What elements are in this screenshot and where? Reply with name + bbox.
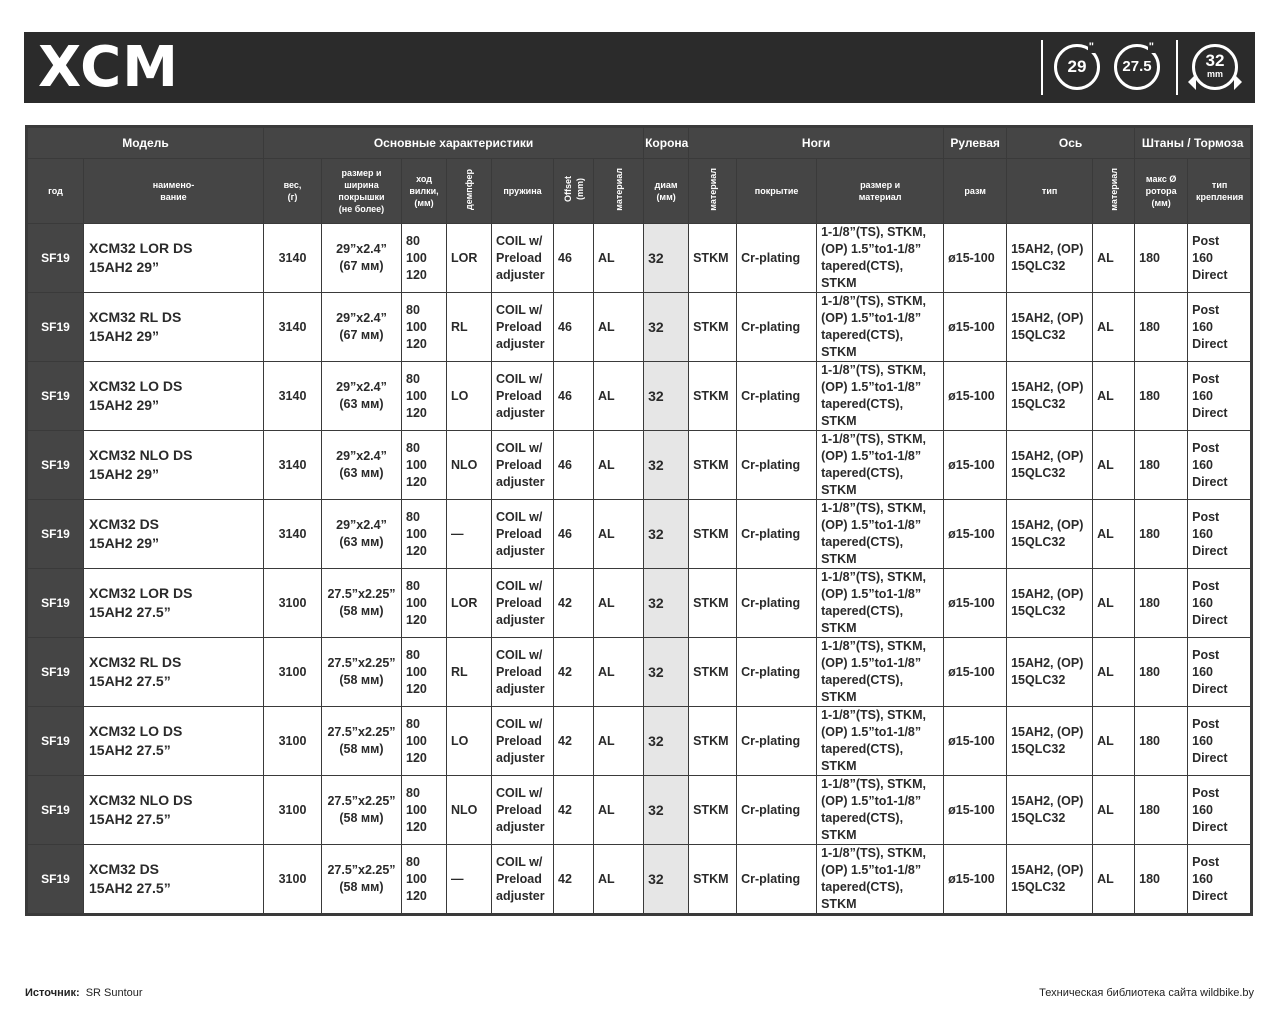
table-cell: ø15-100 <box>944 362 1007 431</box>
table-cell: 15AH2, (OP) 15QLC32 <box>1007 569 1093 638</box>
table-cell: 80 100 120 <box>402 638 447 707</box>
table-row <box>27 776 1252 845</box>
table-cell: AL <box>594 224 644 293</box>
table-cell: 46 <box>554 224 594 293</box>
table-cell: 15AH2, (OP) 15QLC32 <box>1007 293 1093 362</box>
year-cell: SF19 <box>27 776 84 845</box>
table-cell: ø15-100 <box>944 776 1007 845</box>
table-cell: LO <box>447 362 492 431</box>
table-cell: Post 160 Direct <box>1188 845 1252 915</box>
table-cell: Cr-plating <box>737 293 817 362</box>
wheel-27-5-label: 27.5 <box>1122 58 1152 75</box>
column-header <box>554 159 594 224</box>
table-cell: 15AH2, (OP) 15QLC32 <box>1007 776 1093 845</box>
table-cell: AL <box>1093 569 1135 638</box>
title-banner <box>24 32 1255 103</box>
table-cell: AL <box>1093 224 1135 293</box>
year-cell: SF19 <box>27 431 84 500</box>
year-cell: SF19 <box>27 569 84 638</box>
table-cell: Post 160 Direct <box>1188 500 1252 569</box>
table-cell: NLO <box>447 776 492 845</box>
table-row <box>27 845 1252 915</box>
table-cell: 80 100 120 <box>402 500 447 569</box>
column-header <box>1007 159 1093 224</box>
table-cell: 180 <box>1135 776 1188 845</box>
table-cell: ø15-100 <box>944 707 1007 776</box>
table-row <box>27 224 1252 293</box>
table-cell: 180 <box>1135 500 1188 569</box>
column-header <box>492 159 554 224</box>
table-cell: 32 <box>644 569 689 638</box>
group-header: Корона <box>644 127 689 159</box>
wheel-29-badge-icon <box>1054 41 1100 90</box>
table-cell: LOR <box>447 569 492 638</box>
year-cell: SF19 <box>27 707 84 776</box>
site-credit: Техническая библиотека сайта wildbike.by <box>1039 987 1254 999</box>
table-cell: 80 100 120 <box>402 293 447 362</box>
model-name-cell: XCM32 NLO DS 15AH2 27.5” <box>84 776 264 845</box>
column-header-label: год <box>48 186 63 196</box>
table-cell: 3140 <box>264 224 322 293</box>
column-header-label: разм <box>964 186 986 196</box>
table-cell: 3140 <box>264 362 322 431</box>
column-header <box>944 159 1007 224</box>
table-cell: AL <box>1093 707 1135 776</box>
table-cell: 3140 <box>264 431 322 500</box>
table-cell: 15AH2, (OP) 15QLC32 <box>1007 362 1093 431</box>
table-cell: COIL w/ Preload adjuster <box>492 431 554 500</box>
wheel-29-label: 29 <box>1067 57 1087 76</box>
column-header <box>594 159 644 224</box>
source-note <box>25 987 143 999</box>
banner-divider <box>1041 40 1043 95</box>
column-header <box>689 159 737 224</box>
table-cell: 180 <box>1135 569 1188 638</box>
table-cell: 3100 <box>264 707 322 776</box>
table-cell: Post 160 Direct <box>1188 569 1252 638</box>
table-row <box>27 293 1252 362</box>
table-cell: STKM <box>689 362 737 431</box>
column-header-label: материал <box>613 168 624 211</box>
table-cell: AL <box>1093 776 1135 845</box>
table-cell: AL <box>594 776 644 845</box>
table-cell: 32 <box>644 776 689 845</box>
table-cell: Cr-plating <box>737 431 817 500</box>
table-cell: 1-1/8”(TS), STKM, (OP) 1.5”to1-1/8” tapered(CTS), STKM <box>817 224 944 293</box>
table-cell: 3100 <box>264 638 322 707</box>
table-cell: RL <box>447 293 492 362</box>
column-header-label: наимено- вание <box>152 180 195 202</box>
table-cell: COIL w/ Preload adjuster <box>492 638 554 707</box>
arrow-right-icon <box>1234 74 1242 90</box>
group-header: Ноги <box>689 127 944 159</box>
table-cell: 29”x2.4” (67 мм) <box>322 293 402 362</box>
table-cell: 15AH2, (OP) 15QLC32 <box>1007 638 1093 707</box>
table-cell: 1-1/8”(TS), STKM, (OP) 1.5”to1-1/8” tapered(CTS), STKM <box>817 776 944 845</box>
table-cell: 80 100 120 <box>402 362 447 431</box>
column-header <box>644 159 689 224</box>
table-cell: AL <box>1093 845 1135 915</box>
table-cell: Post 160 Direct <box>1188 224 1252 293</box>
table-cell: 27.5”x2.25” (58 мм) <box>322 707 402 776</box>
table-cell: 15AH2, (OP) 15QLC32 <box>1007 500 1093 569</box>
column-header-label: пружина <box>503 186 542 196</box>
model-name-cell: XCM32 DS 15AH2 27.5” <box>84 845 264 915</box>
table-cell: Post 160 Direct <box>1188 776 1252 845</box>
table-cell: — <box>447 845 492 915</box>
table-cell: STKM <box>689 224 737 293</box>
column-header-label: тип крепления <box>1195 180 1244 202</box>
model-name-cell: XCM32 NLO DS 15AH2 29” <box>84 431 264 500</box>
table-cell: 27.5”x2.25” (58 мм) <box>322 845 402 915</box>
table-cell: 80 100 120 <box>402 707 447 776</box>
table-cell: 46 <box>554 362 594 431</box>
model-name-cell: XCM32 LO DS 15AH2 29” <box>84 362 264 431</box>
table-cell: 80 100 120 <box>402 224 447 293</box>
column-header-label: демпфер <box>464 169 474 210</box>
column-header <box>27 159 84 224</box>
spec-table-body <box>27 224 1252 915</box>
table-cell: 32 <box>644 638 689 707</box>
table-cell: 32 <box>644 707 689 776</box>
table-cell: 32 <box>644 362 689 431</box>
table-cell: 180 <box>1135 293 1188 362</box>
table-cell: STKM <box>689 431 737 500</box>
table-cell: 1-1/8”(TS), STKM, (OP) 1.5”to1-1/8” tapered(CTS), STKM <box>817 431 944 500</box>
table-cell: Cr-plating <box>737 707 817 776</box>
source-value: SR Suntour <box>85 987 143 999</box>
table-cell: 1-1/8”(TS), STKM, (OP) 1.5”to1-1/8” tapered(CTS), STKM <box>817 638 944 707</box>
table-cell: 42 <box>554 845 594 915</box>
table-cell: 1-1/8”(TS), STKM, (OP) 1.5”to1-1/8” tapered(CTS), STKM <box>817 569 944 638</box>
table-cell: 32 <box>644 845 689 915</box>
table-cell: STKM <box>689 845 737 915</box>
table-row <box>27 362 1252 431</box>
table-cell: ø15-100 <box>944 224 1007 293</box>
table-cell: AL <box>594 569 644 638</box>
table-cell: Post 160 Direct <box>1188 707 1252 776</box>
table-cell: 180 <box>1135 362 1188 431</box>
table-cell: 42 <box>554 776 594 845</box>
group-header: Основные характеристики <box>264 127 644 159</box>
column-header <box>1093 159 1135 224</box>
table-cell: NLO <box>447 431 492 500</box>
table-cell: ø15-100 <box>944 500 1007 569</box>
column-header <box>322 159 402 224</box>
table-cell: AL <box>594 638 644 707</box>
table-cell: 42 <box>554 638 594 707</box>
table-cell: STKM <box>689 776 737 845</box>
year-cell: SF19 <box>27 845 84 915</box>
group-header: Модель <box>27 127 264 159</box>
source-label: Источник: <box>25 987 80 999</box>
table-cell: 3100 <box>264 569 322 638</box>
table-cell: Post 160 Direct <box>1188 431 1252 500</box>
table-cell: STKM <box>689 293 737 362</box>
table-cell: Post 160 Direct <box>1188 638 1252 707</box>
column-header-label: размер и ширина покрышки (не более) <box>338 168 385 214</box>
model-name-cell: XCM32 DS 15AH2 29” <box>84 500 264 569</box>
table-cell: 80 100 120 <box>402 569 447 638</box>
table-cell: Cr-plating <box>737 638 817 707</box>
table-cell: Cr-plating <box>737 362 817 431</box>
column-header-label: тип <box>1041 186 1058 196</box>
column-header <box>402 159 447 224</box>
table-cell: AL <box>594 362 644 431</box>
stanchion-32mm-badge-icon <box>1192 44 1238 90</box>
table-row <box>27 569 1252 638</box>
stanchion-size-label: 32 <box>1205 51 1225 70</box>
table-cell: 180 <box>1135 707 1188 776</box>
table-cell: LO <box>447 707 492 776</box>
table-cell: 32 <box>644 293 689 362</box>
table-cell: AL <box>594 707 644 776</box>
table-cell: 180 <box>1135 431 1188 500</box>
table-cell: 27.5”x2.25” (58 мм) <box>322 569 402 638</box>
table-cell: LOR <box>447 224 492 293</box>
table-cell: AL <box>1093 638 1135 707</box>
column-header-label: размер и материал <box>858 180 902 202</box>
table-cell: 29”x2.4” (63 мм) <box>322 431 402 500</box>
spec-table <box>25 125 1253 916</box>
inch-mark: " <box>1088 41 1094 53</box>
column-header-label: Offset (mm) <box>562 176 585 203</box>
table-cell: COIL w/ Preload adjuster <box>492 707 554 776</box>
table-cell: STKM <box>689 707 737 776</box>
table-cell: ø15-100 <box>944 293 1007 362</box>
arrow-left-icon <box>1188 74 1196 90</box>
table-cell: 42 <box>554 569 594 638</box>
table-cell: COIL w/ Preload adjuster <box>492 293 554 362</box>
table-cell: 27.5”x2.25” (58 мм) <box>322 638 402 707</box>
column-header <box>1135 159 1188 224</box>
table-cell: 15AH2, (OP) 15QLC32 <box>1007 707 1093 776</box>
table-cell: 1-1/8”(TS), STKM, (OP) 1.5”to1-1/8” tapered(CTS), STKM <box>817 845 944 915</box>
table-cell: STKM <box>689 638 737 707</box>
model-name-cell: XCM32 RL DS 15AH2 27.5” <box>84 638 264 707</box>
table-cell: 1-1/8”(TS), STKM, (OP) 1.5”to1-1/8” tapered(CTS), STKM <box>817 500 944 569</box>
column-header-label: покрытие <box>754 186 799 196</box>
table-cell: 32 <box>644 500 689 569</box>
column-header <box>1188 159 1252 224</box>
table-cell: COIL w/ Preload adjuster <box>492 224 554 293</box>
table-cell: COIL w/ Preload adjuster <box>492 362 554 431</box>
table-cell: Cr-plating <box>737 776 817 845</box>
table-row <box>27 707 1252 776</box>
table-cell: 3140 <box>264 500 322 569</box>
column-header-label: материал <box>1108 168 1119 211</box>
table-cell: 29”x2.4” (63 мм) <box>322 362 402 431</box>
year-cell: SF19 <box>27 500 84 569</box>
table-cell: 1-1/8”(TS), STKM, (OP) 1.5”to1-1/8” tapered(CTS), STKM <box>817 707 944 776</box>
table-cell: 15AH2, (OP) 15QLC32 <box>1007 224 1093 293</box>
table-cell: ø15-100 <box>944 569 1007 638</box>
table-cell: Cr-plating <box>737 845 817 915</box>
inch-mark: " <box>1148 41 1154 53</box>
table-cell: STKM <box>689 500 737 569</box>
table-cell: 180 <box>1135 638 1188 707</box>
table-cell: AL <box>594 845 644 915</box>
wheel-27-5-badge-icon <box>1114 41 1160 90</box>
table-cell: COIL w/ Preload adjuster <box>492 500 554 569</box>
table-cell: 80 100 120 <box>402 431 447 500</box>
table-cell: 42 <box>554 707 594 776</box>
table-cell: AL <box>1093 431 1135 500</box>
table-cell: 1-1/8”(TS), STKM, (OP) 1.5”to1-1/8” tapered(CTS), STKM <box>817 293 944 362</box>
table-cell: AL <box>1093 500 1135 569</box>
column-header <box>264 159 322 224</box>
table-cell: AL <box>594 293 644 362</box>
table-cell: AL <box>1093 362 1135 431</box>
table-cell: Cr-plating <box>737 224 817 293</box>
table-cell: 3140 <box>264 293 322 362</box>
table-cell: 80 100 120 <box>402 776 447 845</box>
table-row <box>27 431 1252 500</box>
table-row <box>27 638 1252 707</box>
page-title: XCM <box>38 35 180 100</box>
table-cell: 29”x2.4” (67 мм) <box>322 224 402 293</box>
table-cell: AL <box>594 500 644 569</box>
table-cell: 3100 <box>264 776 322 845</box>
year-cell: SF19 <box>27 224 84 293</box>
table-cell: 29”x2.4” (63 мм) <box>322 500 402 569</box>
column-header-label: диам (мм) <box>654 180 678 202</box>
banner-divider <box>1176 40 1178 95</box>
table-cell: 15AH2, (OP) 15QLC32 <box>1007 845 1093 915</box>
column-header <box>447 159 492 224</box>
column-header-label: ход вилки, (мм) <box>409 174 439 208</box>
table-cell: STKM <box>689 569 737 638</box>
table-cell: ø15-100 <box>944 845 1007 915</box>
table-cell: 46 <box>554 293 594 362</box>
model-name-cell: XCM32 RL DS 15AH2 29” <box>84 293 264 362</box>
table-cell: AL <box>1093 293 1135 362</box>
column-header-label: материал <box>707 168 718 211</box>
table-cell: 46 <box>554 431 594 500</box>
stanchion-unit-label: mm <box>1206 69 1223 79</box>
table-row <box>27 500 1252 569</box>
table-cell: RL <box>447 638 492 707</box>
table-cell: Post 160 Direct <box>1188 293 1252 362</box>
table-cell: COIL w/ Preload adjuster <box>492 776 554 845</box>
group-header: Ось <box>1007 127 1135 159</box>
column-header-label: вес, (г) <box>283 180 302 202</box>
table-cell: 32 <box>644 224 689 293</box>
table-cell: 32 <box>644 431 689 500</box>
table-cell: 15AH2, (OP) 15QLC32 <box>1007 431 1093 500</box>
model-name-cell: XCM32 LO DS 15AH2 27.5” <box>84 707 264 776</box>
column-header <box>84 159 264 224</box>
group-header: Рулевая <box>944 127 1007 159</box>
table-cell: Post 160 Direct <box>1188 362 1252 431</box>
table-cell: 180 <box>1135 845 1188 915</box>
column-header <box>737 159 817 224</box>
model-name-cell: XCM32 LOR DS 15AH2 27.5” <box>84 569 264 638</box>
table-cell: AL <box>594 431 644 500</box>
column-header <box>817 159 944 224</box>
table-cell: 27.5”x2.25” (58 мм) <box>322 776 402 845</box>
table-cell: 80 100 120 <box>402 845 447 915</box>
year-cell: SF19 <box>27 638 84 707</box>
year-cell: SF19 <box>27 293 84 362</box>
table-cell: 1-1/8”(TS), STKM, (OP) 1.5”to1-1/8” tapered(CTS), STKM <box>817 362 944 431</box>
table-cell: 46 <box>554 500 594 569</box>
group-header: Штаны / Тормоза <box>1135 127 1252 159</box>
table-cell: ø15-100 <box>944 638 1007 707</box>
model-name-cell: XCM32 LOR DS 15AH2 29” <box>84 224 264 293</box>
column-header-label: макс Ø ротора (мм) <box>1145 174 1177 208</box>
table-cell: — <box>447 500 492 569</box>
table-cell: 180 <box>1135 224 1188 293</box>
table-cell: ø15-100 <box>944 431 1007 500</box>
table-cell: Cr-plating <box>737 569 817 638</box>
column-header-row <box>27 159 1252 224</box>
table-cell: 3100 <box>264 845 322 915</box>
table-cell: COIL w/ Preload adjuster <box>492 569 554 638</box>
group-header-row <box>27 127 1252 159</box>
table-cell: COIL w/ Preload adjuster <box>492 845 554 915</box>
year-cell: SF19 <box>27 362 84 431</box>
table-cell: Cr-plating <box>737 500 817 569</box>
